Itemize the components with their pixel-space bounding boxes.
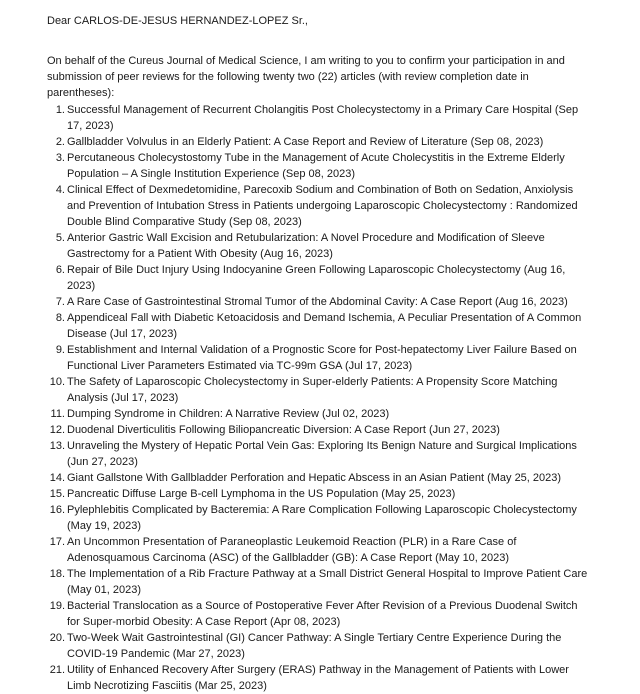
intro-paragraph: On behalf of the Cureus Journal of Medical Science, I am writing to you to confirm your participation in and submission of peer reviews for the following twenty two (22) articles (with review completion date in parentheses): (47, 55, 565, 99)
list-item (47, 294, 592, 310)
list-item-text: Utility of Enhanced Recovery After Surgery (ERAS) Pathway in the Management of Patients with Lower Limb Necrotizing Fasciitis (Mar 25, 2023) (67, 664, 569, 692)
list-item-text: The Safety of Laparoscopic Cholecystectomy in Super-elderly Patients: A Propensity Score Matching Analysis (Jul 17, 2023) (67, 376, 558, 404)
list-item-number: 11. (50, 408, 65, 420)
list-item-number: 13. (49, 440, 65, 452)
list-item (47, 630, 592, 662)
list-item-number: 5. (55, 232, 65, 244)
list-item-text: Anterior Gastric Wall Excision and Retubularization: A Novel Procedure and Modification of Sleeve Gastrectomy for a Patient With Obesity (Aug 16, 2023) (67, 232, 545, 260)
list-item (47, 470, 592, 486)
list-item-text: Pancreatic Diffuse Large B-cell Lymphoma in the US Population (May 25, 2023) (67, 488, 456, 500)
list-item-text: Clinical Effect of Dexmedetomidine, Parecoxib Sodium and Combination of Both on Sedation, Anxiolysis and Prevention of Intubation Stress in Patients undergoing Laparoscopic Cholecystectomy : Randomized Double Blind Comparative Study (Sep 08, 2023) (67, 184, 578, 228)
list-item-number: 10. (49, 376, 65, 388)
list-item-text: Unraveling the Mystery of Hepatic Portal Vein Gas: Exploring Its Benign Nature and Surgical Implications (Jun 27, 2023) (67, 440, 577, 468)
list-item (47, 182, 592, 230)
list-item (47, 342, 592, 374)
list-item (47, 310, 592, 342)
list-item-number: 7. (55, 296, 65, 308)
list-item (47, 150, 592, 182)
article-list (47, 102, 592, 694)
list-item-number: 19. (49, 600, 65, 612)
list-item (47, 262, 592, 294)
list-item (47, 662, 592, 694)
list-item-number: 2. (55, 136, 65, 148)
list-item-text: An Uncommon Presentation of Paraneoplastic Leukemoid Reaction (PLR) in a Rare Case of Adenosquamous Carcinoma (ASC) of the Gallbladder (GB): A Case Report (May 10, 2023) (67, 536, 517, 564)
list-item-number: 4. (55, 184, 65, 196)
list-item-number: 16. (49, 504, 65, 516)
list-item-number: 6. (55, 264, 65, 276)
list-item-text: Repair of Bile Duct Injury Using Indocyanine Green Following Laparoscopic Cholecystectomy (Aug 16, 2023) (67, 264, 566, 292)
list-item-text: Dumping Syndrome in Children: A Narrative Review (Jul 02, 2023) (67, 408, 390, 420)
list-item (47, 598, 592, 630)
list-item-text: Giant Gallstone With Gallbladder Perforation and Hepatic Abscess in an Asian Patient (May 25, 2023) (67, 472, 562, 484)
list-item (47, 422, 592, 438)
list-item-number: 15. (49, 488, 65, 500)
list-item-text: Pylephlebitis Complicated by Bacteremia: A Rare Complication Following Laparoscopic Cholecystectomy (May 19, 2023) (67, 504, 577, 532)
list-item-number: 3. (55, 152, 65, 164)
salutation: Dear CARLOS-DE-JESUS HERNANDEZ-LOPEZ Sr., (47, 15, 308, 27)
list-item-text: Gallbladder Volvulus in an Elderly Patient: A Case Report and Review of Literature (Sep 08, 2023) (67, 136, 544, 148)
list-item-text: Bacterial Translocation as a Source of Postoperative Fever After Revision of a Previous Duodenal Switch for Super-morbid Obesity: A Case Report (Apr 08, 2023) (67, 600, 578, 628)
list-item (47, 502, 592, 534)
list-item (47, 486, 592, 502)
list-item-number: 1. (55, 104, 65, 116)
list-item (47, 134, 592, 150)
list-item-text: Percutaneous Cholecystostomy Tube in the Management of Acute Cholecystitis in the Extreme Elderly Population – A Single Institution Experience (Sep 08, 2023) (67, 152, 565, 180)
list-item-number: 21. (49, 664, 65, 676)
list-item-number: 17. (49, 536, 65, 548)
list-item (47, 406, 592, 422)
list-item (47, 230, 592, 262)
list-item-text: The Implementation of a Rib Fracture Pathway at a Small District General Hospital to Improve Patient Care (May 01, 2023) (67, 568, 588, 596)
list-item-number: 18. (49, 568, 65, 580)
list-item-number: 14. (49, 472, 65, 484)
list-item-text: Successful Management of Recurrent Cholangitis Post Cholecystectomy in a Primary Care Hospital (Sep 17, 2023) (67, 104, 579, 132)
list-item-number: 20. (49, 632, 65, 644)
list-item-number: 12. (49, 424, 65, 436)
list-item-text: Two-Week Wait Gastrointestinal (GI) Cancer Pathway: A Single Tertiary Centre Experience During the COVID-19 Pandemic (Mar 27, 2023) (67, 632, 562, 660)
list-item (47, 102, 592, 134)
list-item-text: A Rare Case of Gastrointestinal Stromal Tumor of the Abdominal Cavity: A Case Report (Aug 16, 2023) (67, 296, 568, 308)
list-item-number: 9. (55, 344, 65, 356)
list-item-text: Duodenal Diverticulitis Following Biliopancreatic Diversion: A Case Report (Jun 27, 2023) (67, 424, 500, 436)
list-item-text: Establishment and Internal Validation of a Prognostic Score for Post-hepatectomy Liver Failure Based on Functional Liver Parameters Estimated via TC-99m GSA (Jul 17, 2023) (67, 344, 577, 372)
list-item (47, 438, 592, 470)
list-item-text: Appendiceal Fall with Diabetic Ketoacidosis and Demand Ischemia, A Peculiar Presentation of A Common Disease (Jul 17, 2023) (67, 312, 582, 340)
list-item (47, 374, 592, 406)
list-item (47, 566, 592, 598)
list-item (47, 534, 592, 566)
list-item-number: 8. (55, 312, 65, 324)
